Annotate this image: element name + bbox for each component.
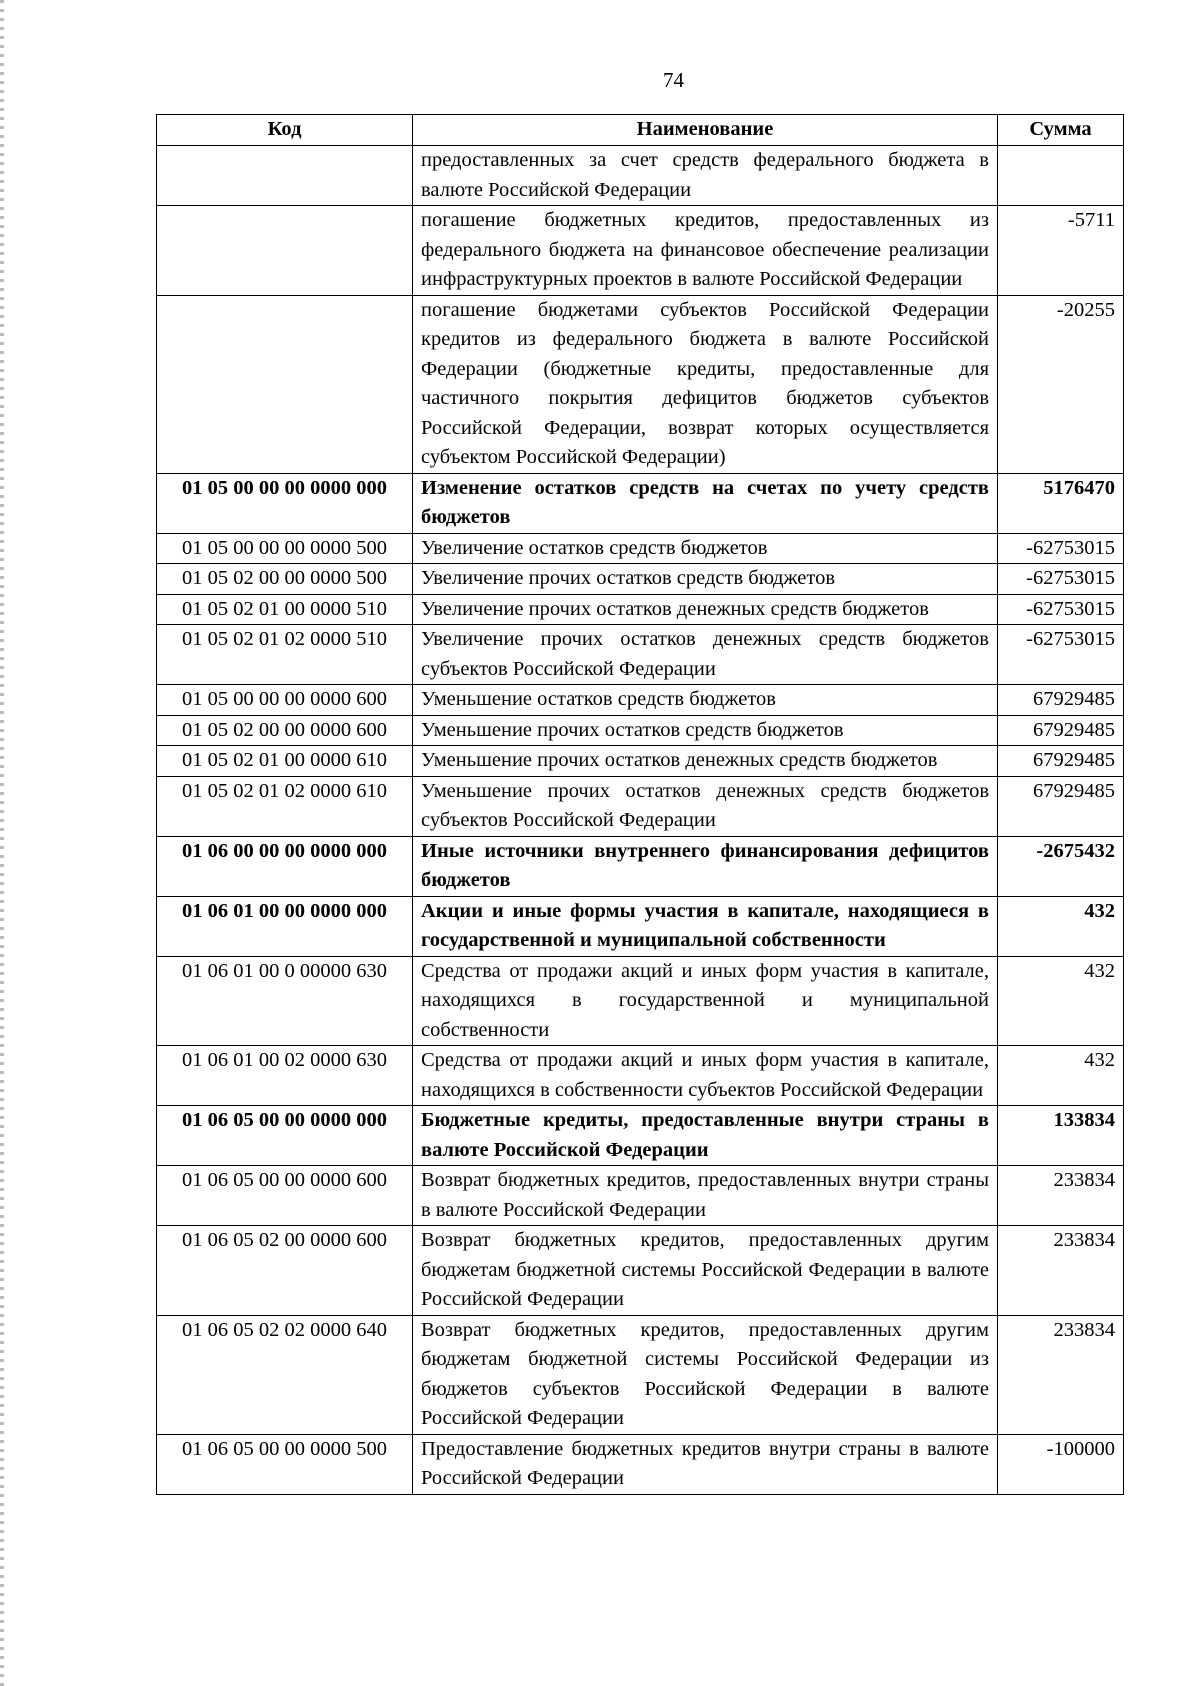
page-number: 74 [663,68,684,92]
row-sum: 5176470 [998,473,1124,533]
row-name: Средства от продажи акций и иных форм участия в капитале, находящихся в собственности субъектов Российской Федерации [413,1046,998,1106]
row-name: Возврат бюджетных кредитов, предоставленных другим бюджетам бюджетной системы Российской Федерации в валюте Российской Федерации [413,1226,998,1316]
header-name: Наименование [413,115,998,146]
row-sum: 133834 [998,1106,1124,1166]
row-sum: -100000 [998,1434,1124,1494]
row-name: Возврат бюджетных кредитов, предоставленных другим бюджетам бюджетной системы Российской Федерации из бюджетов субъектов Российской Федерации в валюте Российской Федерации [413,1315,998,1434]
scan-edge [0,0,4,1686]
row-sum: 432 [998,896,1124,956]
table-row [157,776,1124,836]
table-row [157,1315,1124,1434]
header-sum: Сумма [998,115,1124,146]
table-row [157,1046,1124,1106]
row-code [157,146,413,206]
row-sum: -62753015 [998,625,1124,685]
row-name: Иные источники внутреннего финансирования дефицитов бюджетов [413,836,998,896]
row-name: Увеличение прочих остатков денежных средств бюджетов [413,594,998,625]
table-row [157,1106,1124,1166]
row-name: Увеличение прочих остатков денежных средств бюджетов субъектов Российской Федерации [413,625,998,685]
table-row [157,295,1124,473]
row-sum: 233834 [998,1166,1124,1226]
table-row [157,1166,1124,1226]
row-sum: 233834 [998,1315,1124,1434]
row-code: 01 05 00 00 00 0000 000 [157,473,413,533]
row-sum: 67929485 [998,746,1124,777]
row-sum: -62753015 [998,594,1124,625]
row-sum: -5711 [998,206,1124,296]
row-code [157,206,413,296]
row-name: Бюджетные кредиты, предоставленные внутри страны в валюте Российской Федерации [413,1106,998,1166]
row-sum: 67929485 [998,715,1124,746]
budget-table [156,114,1124,1495]
row-name: Предоставление бюджетных кредитов внутри страны в валюте Российской Федерации [413,1434,998,1494]
header-code: Код [157,115,413,146]
table-row [157,206,1124,296]
row-sum: 432 [998,1046,1124,1106]
row-code: 01 06 01 00 0 00000 630 [157,956,413,1046]
row-code: 01 06 05 00 00 0000 000 [157,1106,413,1166]
table-row [157,533,1124,564]
row-code: 01 06 05 02 02 0000 640 [157,1315,413,1434]
row-code: 01 05 02 01 02 0000 610 [157,776,413,836]
table-row [157,1434,1124,1494]
row-name: Уменьшение прочих остатков средств бюджетов [413,715,998,746]
table-row [157,594,1124,625]
row-name: Увеличение остатков средств бюджетов [413,533,998,564]
table-row [157,1226,1124,1316]
row-code: 01 06 01 00 00 0000 000 [157,896,413,956]
row-name: погашение бюджетных кредитов, предоставленных из федерального бюджета на финансовое обеспечение реализации инфраструктурных проектов в валюте Российской Федерации [413,206,998,296]
table-row [157,956,1124,1046]
row-code: 01 05 02 01 02 0000 510 [157,625,413,685]
table-row [157,685,1124,716]
row-sum: -2675432 [998,836,1124,896]
row-code: 01 05 02 01 00 0000 610 [157,746,413,777]
row-code: 01 05 00 00 00 0000 600 [157,685,413,716]
table-row [157,896,1124,956]
row-code: 01 05 02 01 00 0000 510 [157,594,413,625]
row-sum [998,146,1124,206]
table-row [157,746,1124,777]
row-code: 01 06 01 00 02 0000 630 [157,1046,413,1106]
table-row [157,146,1124,206]
table-row [157,715,1124,746]
row-sum: -20255 [998,295,1124,473]
row-sum: -62753015 [998,564,1124,595]
row-sum: 67929485 [998,685,1124,716]
row-name: Возврат бюджетных кредитов, предоставленных внутри страны в валюте Российской Федерации [413,1166,998,1226]
row-sum: 432 [998,956,1124,1046]
row-name: Акции и иные формы участия в капитале, находящиеся в государственной и муниципальной собственности [413,896,998,956]
row-code: 01 05 02 00 00 0000 500 [157,564,413,595]
row-name: Уменьшение остатков средств бюджетов [413,685,998,716]
row-code: 01 06 05 00 00 0000 500 [157,1434,413,1494]
row-sum: 233834 [998,1226,1124,1316]
row-code: 01 05 02 00 00 0000 600 [157,715,413,746]
row-code: 01 06 05 00 00 0000 600 [157,1166,413,1226]
row-name: предоставленных за счет средств федерального бюджета в валюте Российской Федерации [413,146,998,206]
row-code: 01 06 00 00 00 0000 000 [157,836,413,896]
table-row [157,836,1124,896]
row-name: Изменение остатков средств на счетах по учету средств бюджетов [413,473,998,533]
row-name: погашение бюджетами субъектов Российской Федерации кредитов из федерального бюджета в валюте Российской Федерации (бюджетные кредиты, предоставленные для частичного покрытия дефицитов бюджетов субъектов Российской Федерации, возврат которых осуществляется субъектом Российской Федерации) [413,295,998,473]
table-row [157,564,1124,595]
row-name: Уменьшение прочих остатков денежных средств бюджетов субъектов Российской Федерации [413,776,998,836]
row-name: Увеличение прочих остатков средств бюджетов [413,564,998,595]
row-code [157,295,413,473]
row-code: 01 06 05 02 00 0000 600 [157,1226,413,1316]
row-sum: 67929485 [998,776,1124,836]
table-body [157,146,1124,1495]
row-code: 01 05 00 00 00 0000 500 [157,533,413,564]
table-header-row [157,115,1124,146]
table-row [157,473,1124,533]
row-sum: -62753015 [998,533,1124,564]
row-name: Средства от продажи акций и иных форм участия в капитале, находящихся в государственной и муниципальной собственности [413,956,998,1046]
row-name: Уменьшение прочих остатков денежных средств бюджетов [413,746,998,777]
table-row [157,625,1124,685]
